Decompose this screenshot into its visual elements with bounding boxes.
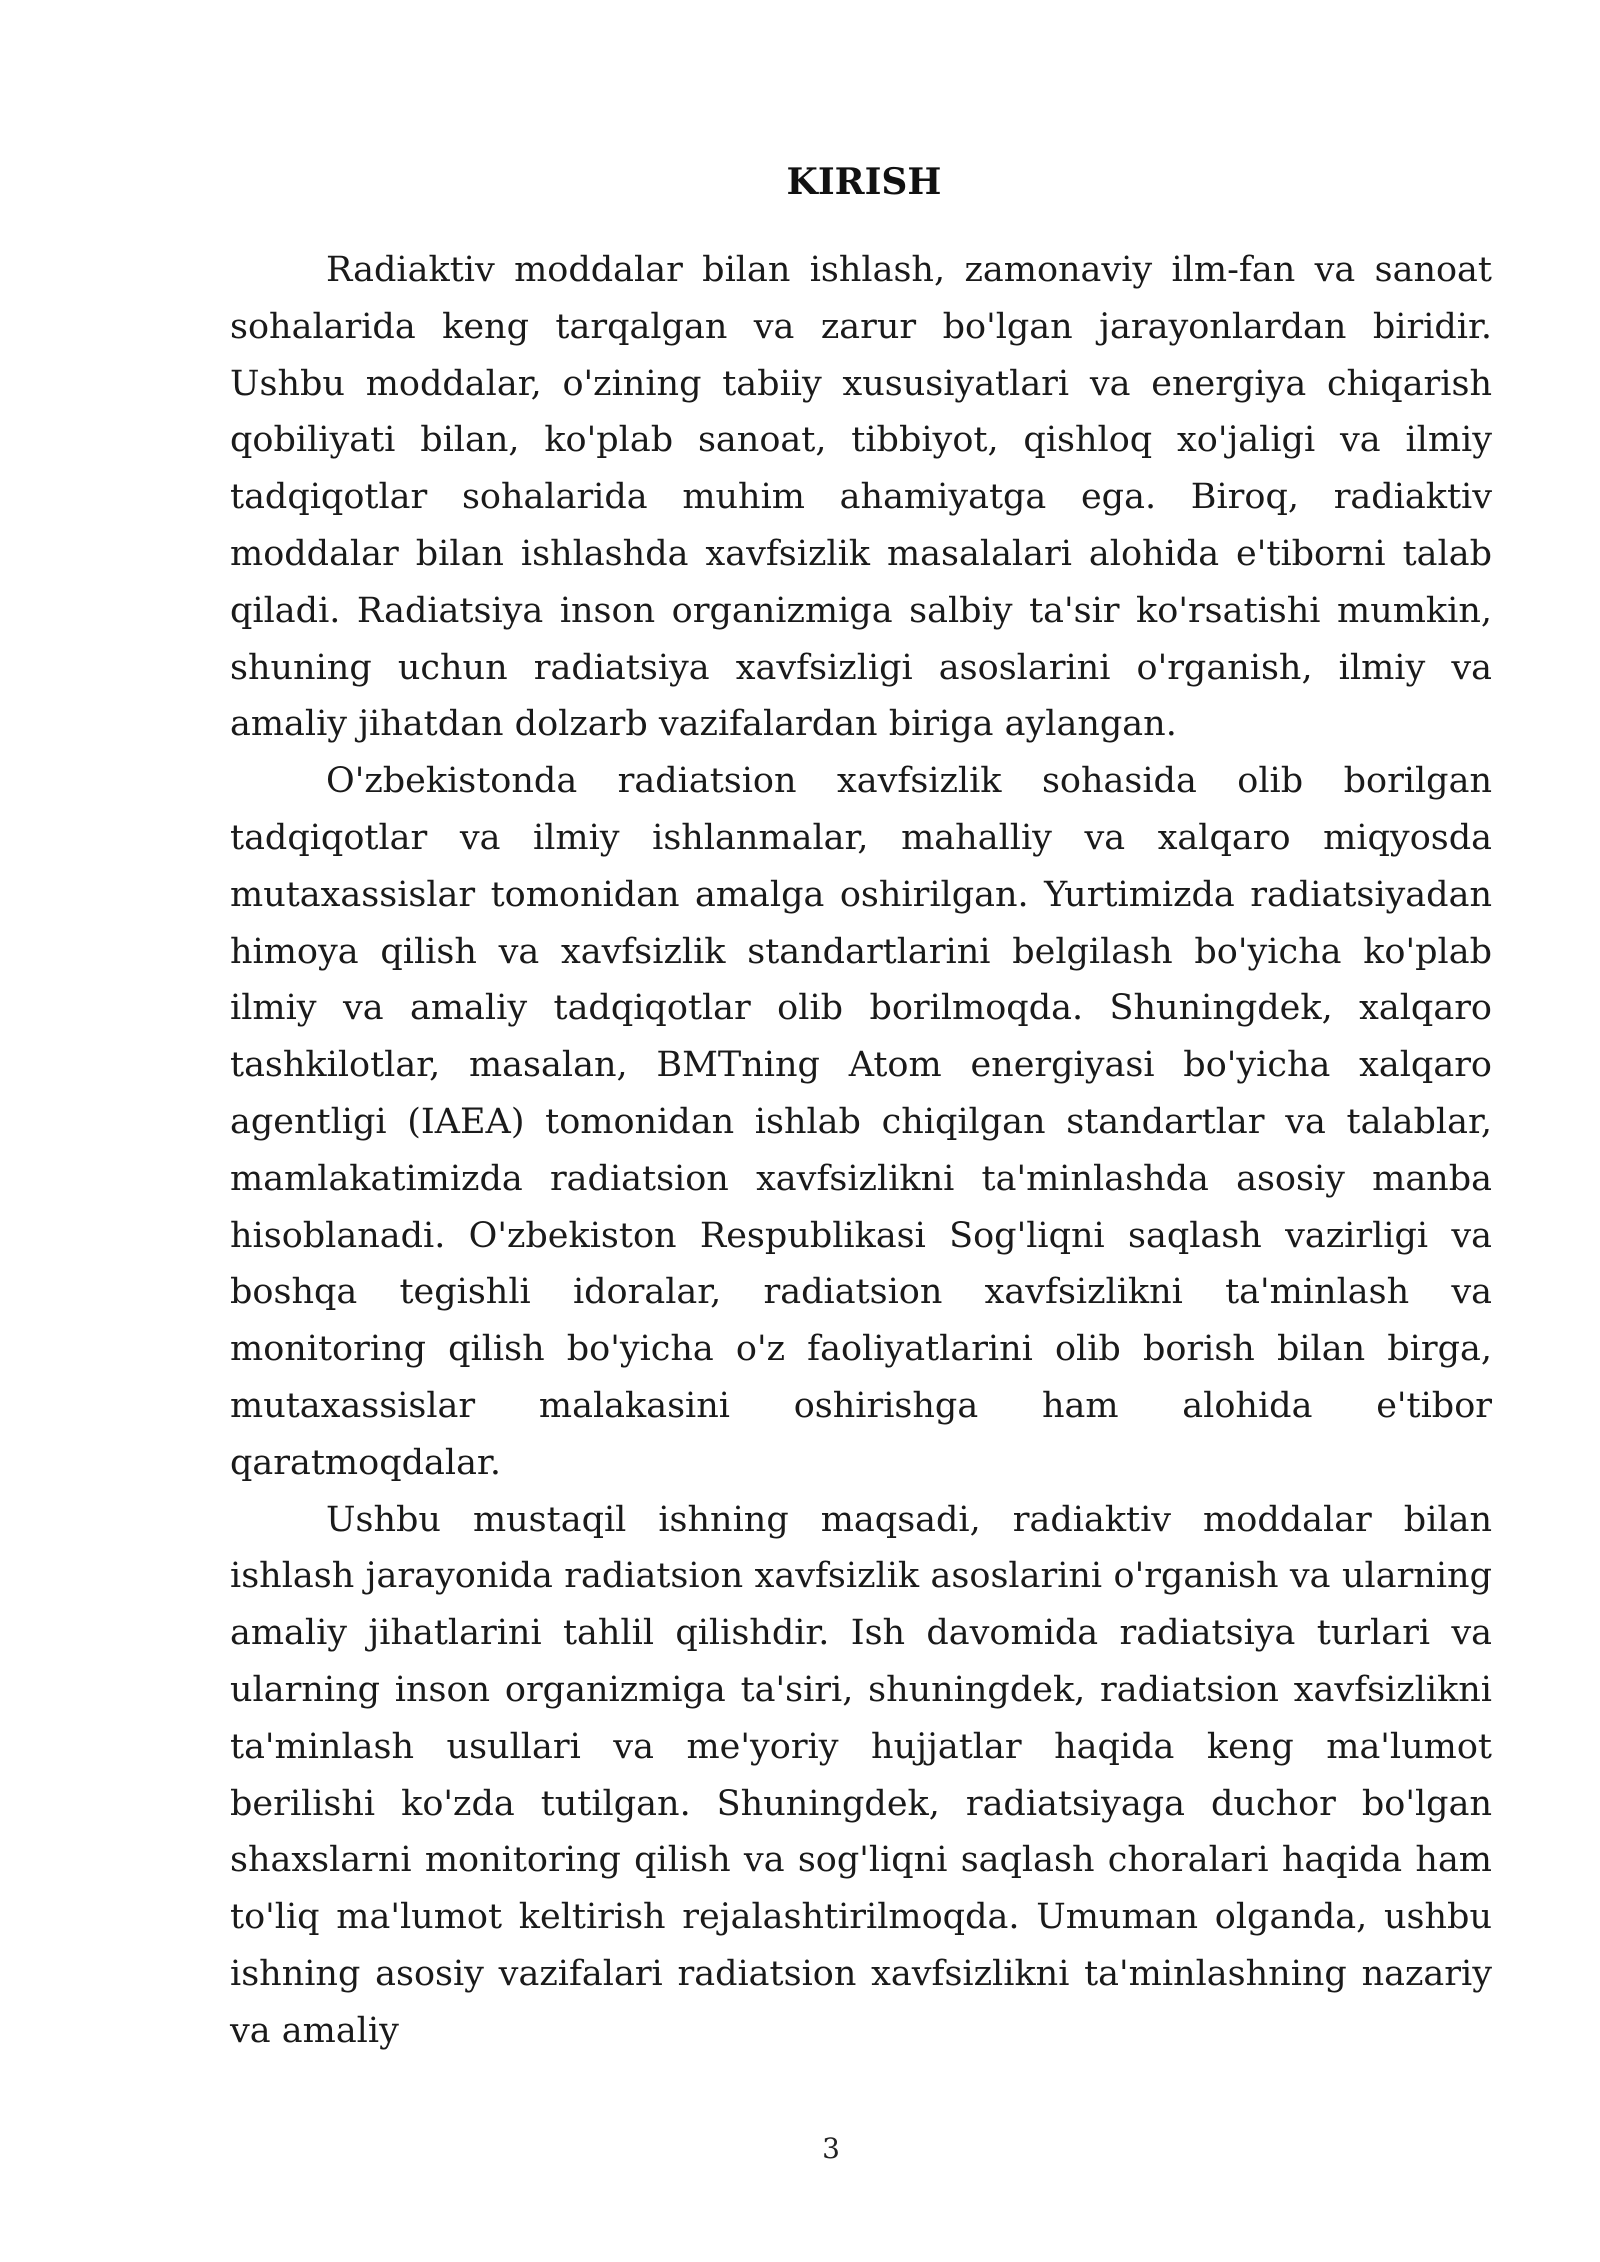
page-content (230, 150, 1492, 2060)
section-title: KIRISH (786, 161, 942, 203)
paragraph-2: O'zbekistonda radiatsion xavfsizlik sohasida olib borilgan tadqiqotlar va ilmiy ishlanmalar, mahalliy va xalqaro miqyosda mutaxassislar tomonidan amalga oshirilgan. Yurtimizda radiatsiyadan himoya qilish va xavfsizlik standartlarini belgilash bo'yicha ko'plab ilmiy va amaliy tadqiqotlar olib borilmoqda. Shuningdek, xalqaro tashkilotlar, masalan, BMTning Atom energiyasi bo'yicha xalqaro agentligi (IAEA) tomonidan ishlab chiqilgan standartlar va talablar, mamlakatimizda radiatsion xavfsizlikni ta'minlashda asosiy manba hisoblanadi. O'zbekiston Respublikasi Sog'liqni saqlash vazirligi va boshqa tegishli idoralar, radiatsion xavfsizlikni ta'minlash va monitoring qilish bo'yicha o'z faoliyatlarini olib borish bilan birga, mutaxassislar malakasini oshirishga ham alohida e'tibor qaratmoqdalar. (230, 761, 1492, 1483)
paragraph-3: Ushbu mustaqil ishning maqsadi, radiaktiv moddalar bilan ishlash jarayonida radiatsion xavfsizlik asoslarini o'rganish va ularning amaliy jihatlarini tahlil qilishdir. Ish davomida radiatsiya turlari va ularning inson organizmiga ta'siri, shuningdek, radiatsion xavfsizlikni ta'minlash usullari va me'yoriy hujjatlar haqida keng ma'lumot berilishi ko'zda tutilgan. Shuningdek, radiatsiyaga duchor bo'lgan shaxslarni monitoring qilish va sog'liqni saqlash choralari haqida ham to'liq ma'lumot keltirish rejalashtirilmoqda. Umuman olganda, ushbu ishning asosiy vazifalari radiatsion xavfsizlikni ta'minlashning nazariy va amaliy (230, 1499, 1492, 2051)
paragraph-1: Radiaktiv moddalar bilan ishlash, zamonaviy ilm-fan va sanoat sohalarida keng tarqalgan va zarur bo'lgan jarayonlardan biridir. Ushbu moddalar, o'zining tabiiy xususiyatlari va energiya chiqarish qobiliyati bilan, ko'plab sanoat, tibbiyot, qishloq xo'jaligi va ilmiy tadqiqotlar sohalarida muhim ahamiyatga ega. Biroq, radiaktiv moddalar bilan ishlashda xavfsizlik masalalari alohida e'tiborni talab qiladi. Radiatsiya inson organizmiga salbiy ta'sir ko'rsatishi mumkin, shuning uchun radiatsiya xavfsizligi asoslarini o'rganish, ilmiy va amaliy jihatdan dolzarb vazifalardan biriga aylangan. (230, 250, 1492, 745)
page-number: 3 (822, 2132, 840, 2165)
